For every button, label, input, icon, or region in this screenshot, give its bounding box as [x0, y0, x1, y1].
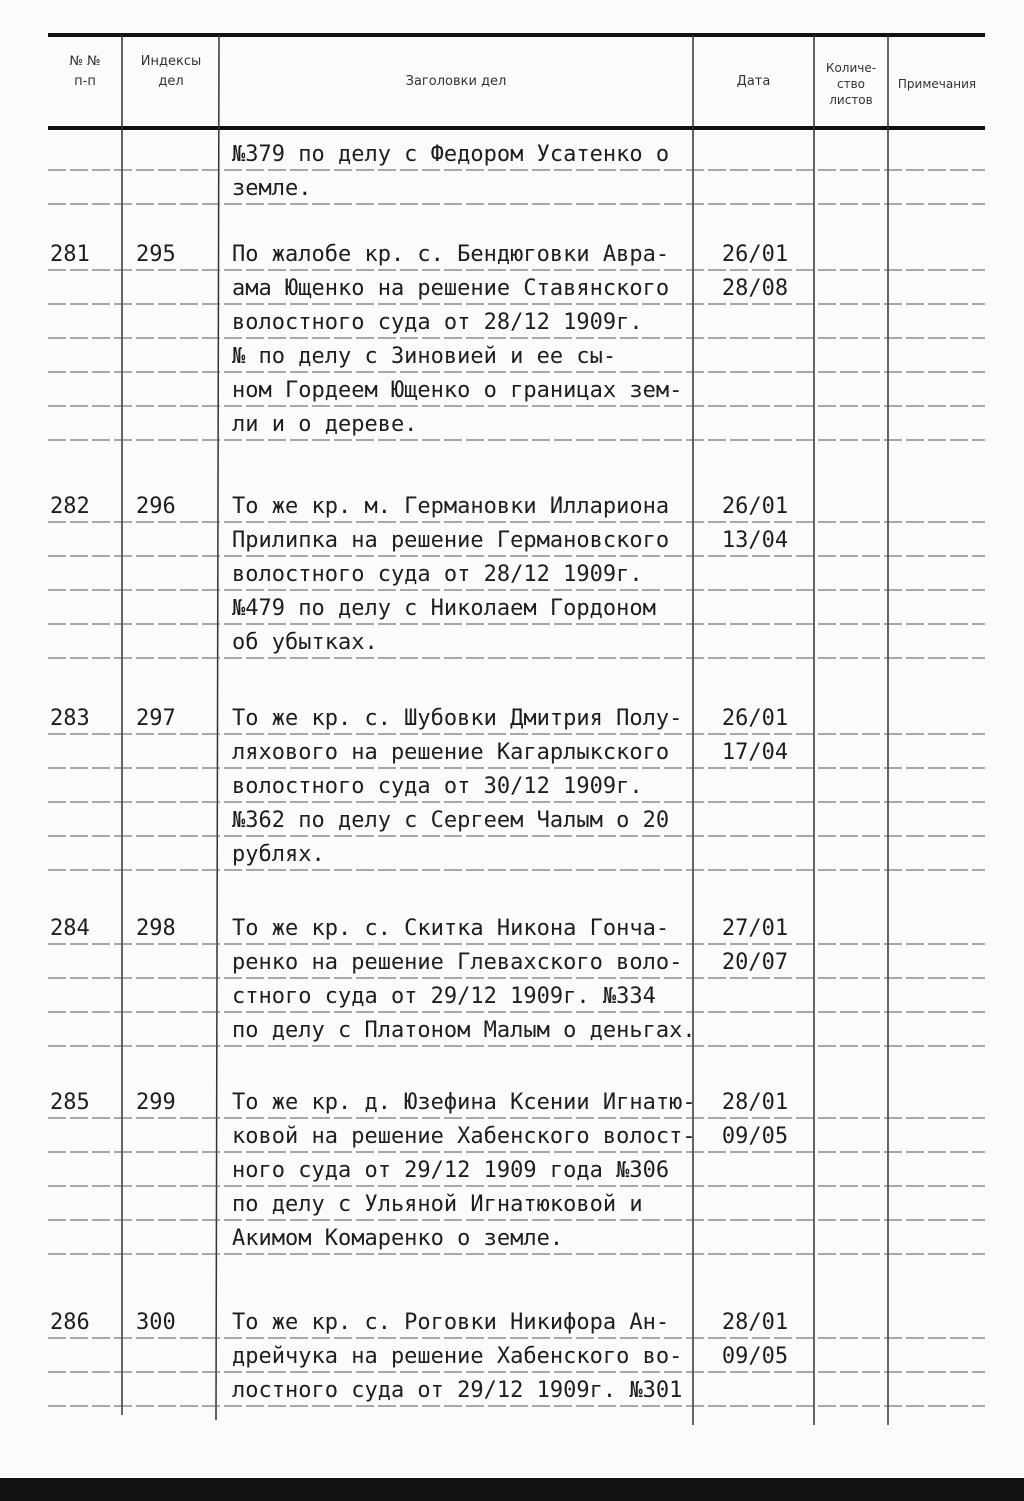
entry-date: 26/01: [721, 494, 789, 519]
entry-title-line: об убытках.: [232, 630, 378, 655]
entry-title-line: №479 по делу с Николаем Гордоном: [232, 596, 656, 621]
entry-date: 26/01: [721, 242, 789, 267]
entry-index: 300: [136, 1310, 176, 1335]
entry-date: 28/08: [721, 276, 789, 301]
header-col-notes: Примечания: [897, 77, 977, 91]
header-col-date: Дата: [736, 74, 771, 89]
entry-date: 28/01: [721, 1310, 789, 1335]
scan-edge-shadow: [0, 1478, 1024, 1501]
entry-title-line: ном Гордеем Ющенко о границах зем-: [232, 378, 683, 403]
entry-title-line: То же кр. с. Шубовки Дмитрия Полу-: [232, 706, 683, 731]
entry-title-line: ковой на решение Хабенского волост-: [232, 1124, 696, 1149]
entry-title-line: № по делу с Зиновией и ее сы-: [232, 344, 617, 369]
entry-title-line: по делу с Ульяной Игнатюковой и: [232, 1192, 643, 1217]
entry-index: 299: [136, 1090, 176, 1115]
entry-title-line: дрейчука на решение Хабенского во-: [232, 1344, 683, 1369]
entry-title-line: ренко на решение Глевахского воло-: [232, 950, 683, 975]
entry-date: 09/05: [721, 1344, 789, 1369]
entry-title-line: лостного суда от 29/12 1909г. №301: [232, 1378, 683, 1403]
entry-title-line: То же кр. с. Роговки Никифора Ан-: [232, 1310, 670, 1335]
entry-date: 28/01: [721, 1090, 789, 1115]
entry-number: 281: [50, 242, 90, 267]
header-col-title: Заголовки дел: [405, 74, 507, 89]
header-col-index: Индексы дел: [140, 54, 202, 89]
entry-title-line: рублях.: [232, 842, 325, 867]
entry-title-line: стного суда от 29/12 1909г. №334: [232, 984, 656, 1009]
header-col-number: № № п-п: [69, 54, 101, 89]
entry-number: 283: [50, 706, 90, 731]
entry-title-line: То же кр. д. Юзефина Ксении Игнатю-: [232, 1090, 696, 1115]
entry-index: 295: [136, 242, 176, 267]
entry-number: 282: [50, 494, 90, 519]
entry-title-line: Акимом Комаренко о земле.: [232, 1226, 564, 1251]
entry-index: 297: [136, 706, 176, 731]
entry-index: 298: [136, 916, 176, 941]
entry-number: 285: [50, 1090, 90, 1115]
entry-date: 26/01: [721, 706, 789, 731]
entry-title-line: волостного суда от 28/12 1909г.: [232, 562, 643, 587]
entry-title-line: Прилипка на решение Германовского: [232, 528, 670, 553]
entry-date: 13/04: [721, 528, 789, 553]
entry-title-line: ама Ющенко на решение Ставянского: [232, 276, 670, 301]
entry-title-line: ного суда от 29/12 1909 года №306: [232, 1158, 670, 1183]
entry-date: 27/01: [721, 916, 789, 941]
entry-title-line: №379 по делу с Федором Усатенко о: [232, 142, 670, 167]
entry-title-line: земле.: [232, 176, 312, 201]
entry-date: 09/05: [721, 1124, 789, 1149]
entry-title-line: ли и о дереве.: [232, 412, 418, 437]
entry-number: 284: [50, 916, 90, 941]
entry-title-line: №362 по делу с Сергеем Чалым о 20: [232, 808, 670, 833]
entry-title-line: То же кр. с. Скитка Никона Гонча-: [232, 916, 670, 941]
entry-title-line: По жалобе кр. с. Бендюговки Авра-: [232, 242, 670, 267]
entry-date: 20/07: [721, 950, 789, 975]
entry-date: 17/04: [721, 740, 789, 765]
entry-number: 286: [50, 1310, 90, 1335]
entry-title-line: по делу с Платоном Малым о деньгах.: [232, 1018, 696, 1043]
entry-title-line: волостного суда от 30/12 1909г.: [232, 774, 643, 799]
entry-title-line: То же кр. м. Германовки Иллариона: [232, 494, 670, 519]
entry-index: 296: [136, 494, 176, 519]
entry-title-line: ляхового на решение Кагарлыкского: [232, 740, 670, 765]
entry-title-line: волостного суда от 28/12 1909г.: [232, 310, 643, 335]
header-col-sheet-count: Количе- ство листов: [825, 61, 877, 107]
